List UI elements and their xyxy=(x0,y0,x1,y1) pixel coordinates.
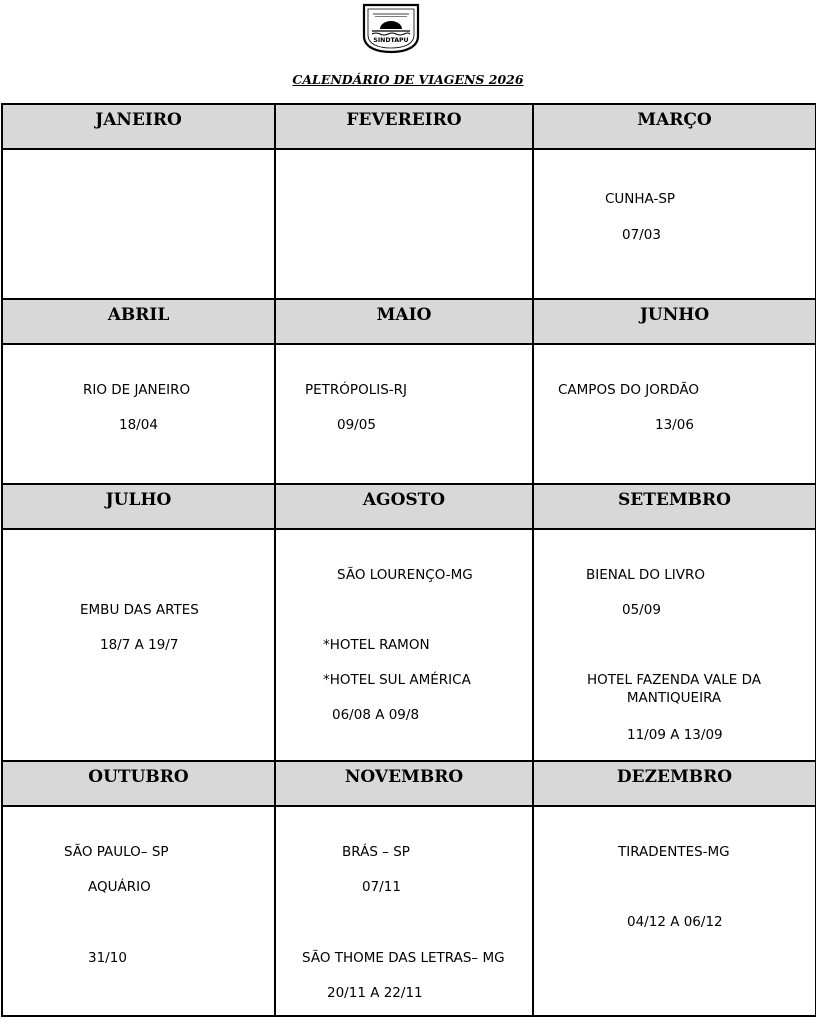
month-header-row xyxy=(2,761,816,806)
trip-row xyxy=(2,149,816,299)
month-header-fevereiro: FEVEREIRO xyxy=(275,104,533,149)
trip-row xyxy=(2,806,816,1016)
trip-date: 18/04 xyxy=(119,417,158,433)
trip-destination: CUNHA-SP xyxy=(605,191,676,207)
trip-cell-janeiro xyxy=(2,149,275,299)
logo-text: SINDTAPU xyxy=(373,37,409,44)
trip-date: 09/05 xyxy=(337,417,376,433)
trip-cell-outubro xyxy=(2,806,275,1016)
trip-date: 31/10 xyxy=(88,950,127,966)
trip-destination: RIO DE JANEIRO xyxy=(83,382,191,398)
trip-date: 04/12 A 06/12 xyxy=(627,914,723,930)
trip-destination: TIRADENTES-MG xyxy=(618,844,730,860)
month-header-setembro: SETEMBRO xyxy=(533,484,816,529)
trip-cell-novembro xyxy=(275,806,533,1016)
trip-cell-junho xyxy=(533,344,816,484)
month-header-row xyxy=(2,104,816,149)
month-header-marco: MARÇO xyxy=(533,104,816,149)
month-header-janeiro: JANEIRO xyxy=(2,104,275,149)
calendar-table xyxy=(1,103,816,1017)
trip-cell-setembro xyxy=(533,529,816,761)
trip-destination: EMBU DAS ARTES xyxy=(80,602,199,618)
trip-destination: SÃO PAULO– SP xyxy=(64,844,169,860)
month-header-abril: ABRIL xyxy=(2,299,275,344)
month-header-row xyxy=(2,484,816,529)
trip-destination: PETRÓPOLIS-RJ xyxy=(305,382,407,398)
trip-date: 18/7 A 19/7 xyxy=(100,637,179,653)
trip-row xyxy=(2,529,816,761)
trip-cell-abril xyxy=(2,344,275,484)
trip-destination: BIENAL DO LIVRO xyxy=(586,567,705,583)
trip-destination: BRÁS – SP xyxy=(342,844,410,860)
sindtapu-logo xyxy=(361,2,421,54)
trip-destination: AQUÁRIO xyxy=(88,879,151,895)
trip-destination: SÃO LOURENÇO-MG xyxy=(337,567,473,583)
month-header-novembro: NOVEMBRO xyxy=(275,761,533,806)
trip-cell-marco xyxy=(533,149,816,299)
month-header-agosto: AGOSTO xyxy=(275,484,533,529)
page-title: CALENDÁRIO DE VIAGENS 2026 xyxy=(292,72,524,87)
trip-date: 05/09 xyxy=(622,602,661,618)
trip-date: 07/11 xyxy=(362,879,401,895)
trip-date: 07/03 xyxy=(622,227,661,243)
month-header-outubro: OUTUBRO xyxy=(2,761,275,806)
month-header-maio: MAIO xyxy=(275,299,533,344)
trip-row xyxy=(2,344,816,484)
trip-date: 13/06 xyxy=(655,417,694,433)
trip-destination: CAMPOS DO JORDÃO xyxy=(558,382,700,398)
trip-destination: HOTEL FAZENDA VALE DA MANTIQUEIRA xyxy=(586,672,762,706)
month-header-row xyxy=(2,299,816,344)
trip-cell-maio xyxy=(275,344,533,484)
trip-date: 11/09 A 13/09 xyxy=(627,727,723,743)
month-header-junho: JUNHO xyxy=(533,299,816,344)
trip-cell-fevereiro xyxy=(275,149,533,299)
trip-date: 06/08 A 09/8 xyxy=(332,707,420,723)
trip-date: 20/11 A 22/11 xyxy=(327,985,423,1001)
hotel-option: *HOTEL RAMON xyxy=(323,637,430,653)
month-header-julho: JULHO xyxy=(2,484,275,529)
trip-cell-agosto xyxy=(275,529,533,761)
hotel-option: *HOTEL SUL AMÉRICA xyxy=(323,672,471,688)
trip-destination: SÃO THOME DAS LETRAS– MG xyxy=(302,950,505,966)
trip-cell-dezembro xyxy=(533,806,816,1016)
month-header-dezembro: DEZEMBRO xyxy=(533,761,816,806)
trip-cell-julho xyxy=(2,529,275,761)
